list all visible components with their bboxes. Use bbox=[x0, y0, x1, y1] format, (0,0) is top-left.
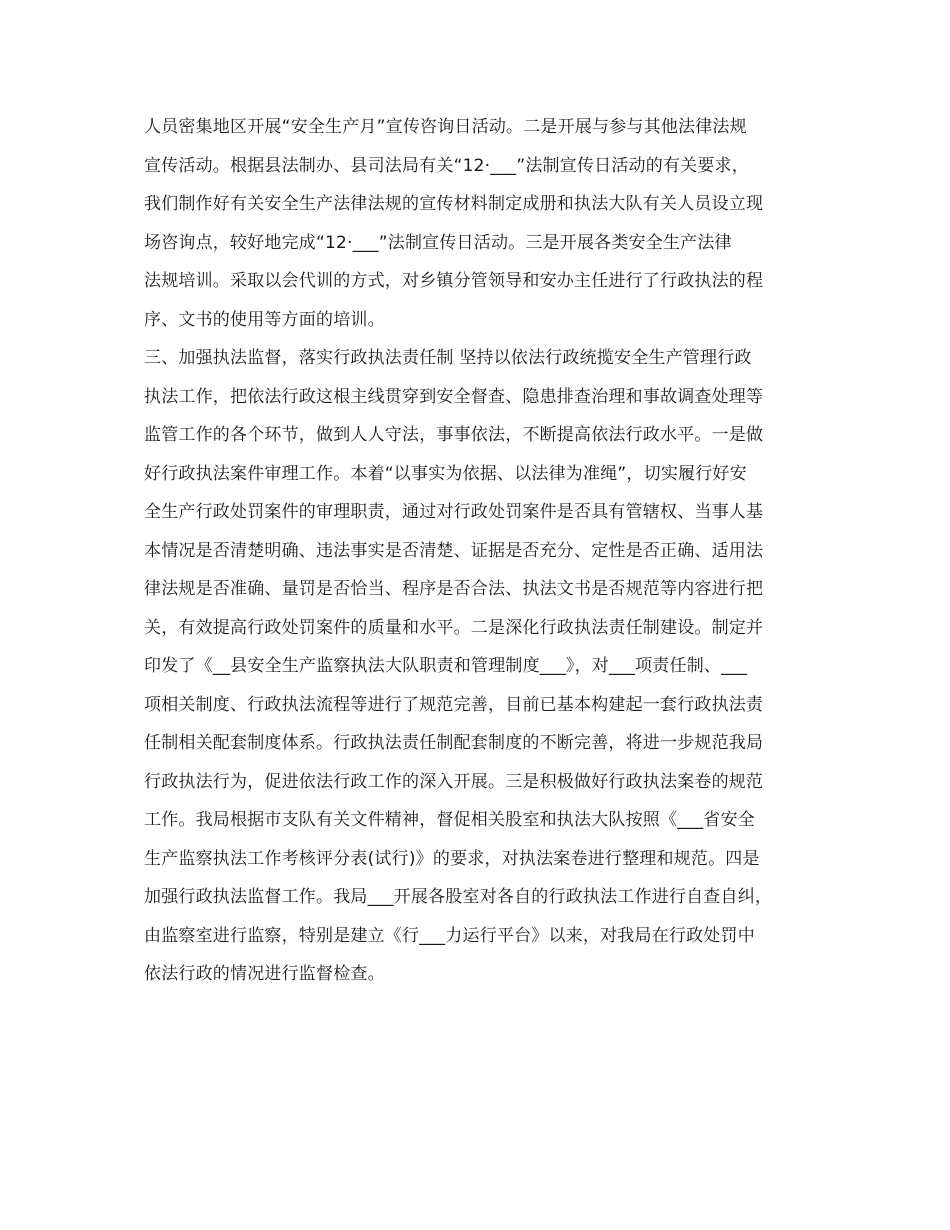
document-body bbox=[144, 108, 844, 994]
text-line: 宣传活动。根据县法制办、县司法局有关“12·___”法制宣传日活动的有关要求， bbox=[144, 155, 749, 176]
text-line: 工作。我局根据市支队有关文件精神，督促相关股室和执法大队按照《___省安全 bbox=[144, 810, 755, 830]
text-line: 场咨询点，较好地完成“12·___”法制宣传日活动。三是开展各类安全生产法律 bbox=[144, 232, 732, 253]
text-line: 法规培训。采取以会代训的方式，对乡镇分管领导和安办主任进行了行政执法的程 bbox=[144, 271, 764, 291]
text-line: 由监察室进行监察，特别是建立《行___力运行平台》以来，对我局在行政处罚中 bbox=[144, 925, 755, 946]
text-line: 依法行政的情况进行监督检查。 bbox=[144, 964, 385, 984]
text-line: 本情况是否清楚明确、违法事实是否清楚、证据是否充分、定性是否正确、适用法 bbox=[144, 540, 764, 561]
text-line: 监管工作的各个环节，做到人人守法，事事依法，不断提高依法行政水平。一是做 bbox=[144, 425, 764, 445]
text-line: 我们制作好有关安全生产法律法规的宣传材料制定成册和执法大队有关人员设立现 bbox=[144, 194, 764, 214]
text-line: 全生产行政处罚案件的审理职责，通过对行政处罚案件是否具有管辖权、当事人基 bbox=[144, 502, 764, 522]
text-line: 印发了《__县安全生产监察执法大队职责和管理制度___》，对___项责任制、___ bbox=[144, 656, 748, 676]
section-heading-line: 三、加强执法监督，落实行政执法责任制 坚持以依法行政统揽安全生产管理行政 bbox=[144, 348, 752, 368]
text-line: 关，有效提高行政处罚案件的质量和水平。二是深化行政执法责任制建设。制定并 bbox=[144, 617, 764, 638]
text-line: 行政执法行为，促进依法行政工作的深入开展。三是积极做好行政执法案卷的规范 bbox=[144, 771, 764, 792]
text-line: 律法规是否准确、量罚是否恰当、程序是否合法、执法文书是否规范等内容进行把 bbox=[144, 579, 764, 599]
text-line: 项相关制度、行政执法流程等进行了规范完善，目前已基本构建起一套行政执法责 bbox=[144, 694, 764, 715]
text-line: 任制相关配套制度体系。行政执法责任制配套制度的不断完善，将进一步规范我局 bbox=[144, 733, 764, 753]
text-line: 加强行政执法监督工作。我局___开展各股室对各自的行政执法工作进行自查自纠， bbox=[144, 887, 773, 907]
text-line: 生产监察执法工作考核评分表(试行)》的要求，对执法案卷进行整理和规范。四是 bbox=[144, 848, 760, 869]
text-line: 人员密集地区开展“安全生产月”宣传咨询日活动。二是开展与参与其他法律法规 bbox=[144, 117, 747, 137]
text-line: 执法工作，把依法行政这根主线贯穿到安全督查、隐患排查治理和事故调查处理等 bbox=[144, 386, 764, 407]
text-line: 好行政执法案件审理工作。本着“以事实为依据、以法律为准绳”，切实履行好安 bbox=[144, 463, 747, 484]
text-line: 序、文书的使用等方面的培训。 bbox=[144, 309, 385, 330]
